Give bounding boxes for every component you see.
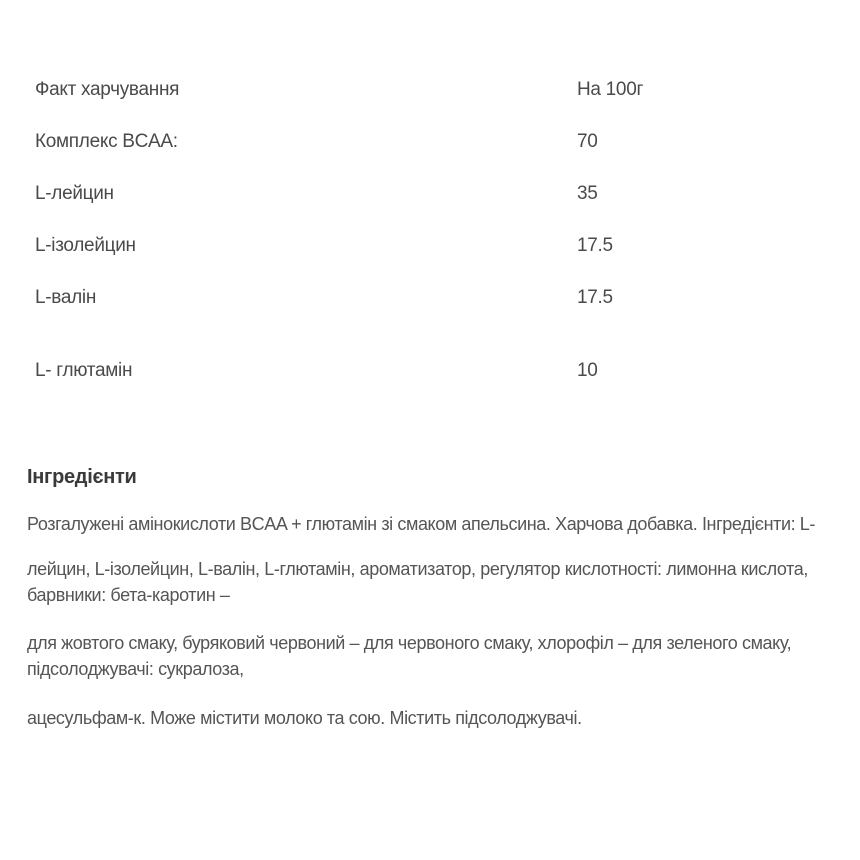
ingredients-paragraph <box>27 705 837 731</box>
nutrition-facts-table <box>35 74 835 407</box>
ingredients-line: Розгалужені амінокислоти BCAA + глютамін зі смаком апельсина. Харчова добавка. Інгредієнти: L- <box>27 514 816 534</box>
fact-label: L-валін <box>35 287 97 308</box>
ingredients-paragraph <box>27 630 837 682</box>
table-row <box>35 334 835 407</box>
fact-label: L-ізолейцин <box>35 235 136 256</box>
table-row <box>35 178 835 230</box>
fact-label: L- глютамін <box>35 360 133 381</box>
table-row <box>35 74 835 126</box>
table-row <box>35 230 835 282</box>
ingredients-paragraph <box>27 511 837 537</box>
fact-value: 70 <box>577 131 598 152</box>
ingredients-line: підсолоджувачі: сукралоза, <box>27 659 244 679</box>
fact-value: 35 <box>577 183 598 204</box>
fact-value: 10 <box>577 360 598 381</box>
fact-value: 17.5 <box>577 235 613 256</box>
table-row <box>35 126 835 178</box>
ingredients-line: для жовтого смаку, буряковий червоний – для червоного смаку, хлорофіл – для зеленого смаку, <box>27 633 792 653</box>
ingredients-line: барвники: бета-каротин – <box>27 585 230 605</box>
fact-value: На 100г <box>577 79 644 100</box>
fact-label: Комплекс BCAA: <box>35 131 178 152</box>
table-row <box>35 282 835 334</box>
ingredients-section <box>27 460 837 731</box>
ingredients-line: лейцин, L-ізолейцин, L-валін, L-глютамін, ароматизатор, регулятор кислотності: лимонна кислота, <box>27 559 808 579</box>
fact-label: L-лейцин <box>35 183 114 204</box>
fact-label: Факт харчування <box>35 79 180 100</box>
ingredients-heading: Інгредієнти <box>27 466 137 488</box>
fact-value: 17.5 <box>577 287 613 308</box>
ingredients-paragraph <box>27 556 837 608</box>
ingredients-line: ацесульфам-к. Може містити молоко та сою. Містить підсолоджувачі. <box>27 708 582 728</box>
